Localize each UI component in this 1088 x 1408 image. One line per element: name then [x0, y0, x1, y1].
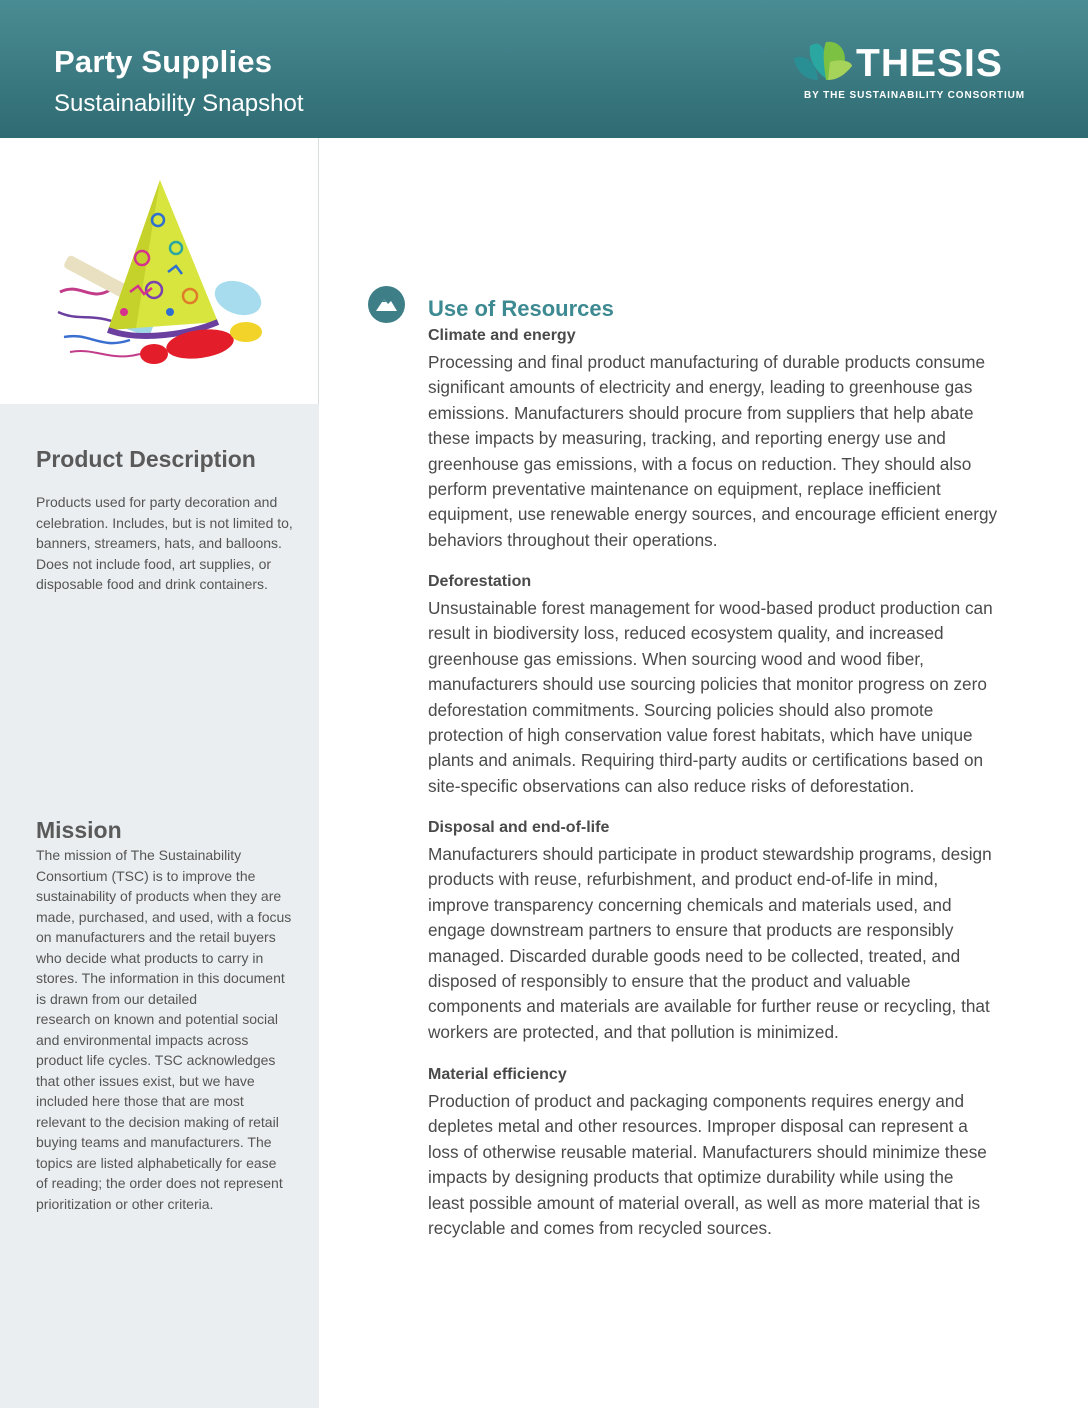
text-line: significant amounts of electricity and energy, leading to greenhouse gas [428, 377, 973, 398]
text-line: and environmental impacts across [36, 1031, 249, 1048]
text-line: greenhouse gas emissions, with a focus on reduction. They should also [428, 453, 972, 474]
topic-title: Material efficiency [428, 1066, 567, 1083]
text-line: prioritization or other criteria. [36, 1195, 214, 1212]
text-line: of reading; the order does not represent [36, 1175, 283, 1191]
mission-text [36, 845, 304, 1214]
text-line: on manufacturers and the retail buyers [36, 929, 276, 945]
text-line: engage downstream partners to ensure that products are responsibly [428, 920, 954, 941]
topic-body [428, 1089, 1038, 1241]
topic-body [428, 842, 1038, 1045]
text-line: is drawn from our detailed [36, 990, 198, 1007]
text-line: Products used for party decoration and [36, 494, 278, 510]
text-line: Production of product and packaging components requires energy and [428, 1091, 965, 1111]
text-line: who decide what products to carry in [36, 949, 264, 966]
text-line: components and materials are available for further reuse or recycling, that [428, 996, 990, 1017]
text-line: The mission of The Sustainability [36, 847, 242, 863]
text-line: topics are listed alphabetically for ease [36, 1154, 277, 1171]
text-line: deforestation commitments. Sourcing policies should also promote [428, 699, 934, 720]
page-subtitle: Sustainability Snapshot [54, 90, 304, 117]
topic-disposal [428, 817, 1038, 1045]
text-line: improve transparency concerning chemicals and materials used, and [428, 894, 952, 915]
topic-title: Disposal and end-of-life [428, 819, 610, 836]
logo-tagline: BY THE SUSTAINABILITY CONSORTIUM [803, 90, 1025, 101]
text-line: protection of high conservation value forest habitats, which have unique [428, 725, 973, 746]
product-description-heading: Product Description [36, 446, 256, 472]
text-line: perform preventative maintenance on equipment, replace inefficient [428, 479, 941, 500]
text-line: included here those that are most [36, 1093, 244, 1109]
topic-title: Climate and energy [428, 327, 576, 344]
text-line: buying teams and manufacturers. The [36, 1134, 272, 1150]
text-line: manufacturers should use sourcing policies that monitor progress on zero [428, 674, 987, 695]
column-divider [318, 138, 319, 404]
text-line: Unsustainable forest management for wood-based product production can [428, 598, 993, 618]
text-line: made, purchased, and used, with a focus [36, 908, 292, 925]
text-line: greenhouse gas emissions. When sourcing wood and wood fiber, [428, 648, 924, 669]
product-description-text [36, 492, 304, 595]
topic-material-efficiency [428, 1064, 1038, 1241]
text-line: site-specific observations can also reduce risks of deforestation. [428, 775, 915, 796]
topic-title: Deforestation [428, 573, 532, 590]
text-line: relevant to the decision making of retail [36, 1113, 279, 1130]
text-line: depletes metal and other resources. Improper disposal can represent a [428, 1116, 968, 1137]
text-line: Manufacturers should participate in product stewardship programs, design [428, 844, 992, 864]
topic-body [428, 596, 1038, 799]
text-line: behaviors throughout their operations. [428, 529, 718, 550]
mountain-icon [368, 286, 405, 323]
text-line: least possible amount of material overall, as well as more material that is [428, 1192, 981, 1213]
section-title: Use of Resources [428, 296, 614, 321]
text-line: emissions. Manufacturers should procure from suppliers that help abate [428, 402, 974, 423]
text-line: recyclable and comes from recycled sources. [428, 1218, 772, 1239]
party-hat-image [50, 172, 270, 372]
thesis-logo [790, 36, 1030, 106]
text-line: stores. The information in this document [36, 970, 285, 986]
text-line: managed. Discarded durable goods need to be collected, treated, and [428, 945, 961, 966]
text-line: these impacts by measuring, tracking, and reporting energy use and [428, 428, 946, 449]
text-line: products with reuse, refurbishment, and product end-of-life in mind, [428, 869, 939, 890]
text-line: celebration. Includes, but is not limited to, [36, 514, 293, 531]
topic-body [428, 350, 1038, 553]
topic-climate-energy [428, 325, 1038, 553]
text-line: impacts by designing products that optimize durability while using the [428, 1167, 954, 1188]
header-band [0, 0, 1088, 138]
text-line: plants and animals. Requiring third-party audits or certifications based on [428, 750, 984, 771]
page-title: Party Supplies [54, 44, 273, 79]
text-line: equipment, use renewable energy sources, and encourage efficient energy [428, 504, 998, 525]
text-line: disposable food and drink containers. [36, 576, 268, 592]
mission-heading: Mission [36, 817, 122, 843]
text-line: Does not include food, art supplies, or [36, 555, 272, 572]
logo-wordmark: THESIS [856, 42, 1003, 85]
text-line: research on known and potential social [36, 1011, 279, 1027]
text-line: product life cycles. TSC acknowledges [36, 1052, 276, 1068]
text-line: workers are protected, and that pollution is minimized. [428, 1021, 839, 1042]
text-line: disposed of responsibly to ensure that the product and valuable [428, 971, 911, 992]
text-line: loss of otherwise reusable material. Manufacturers should minimize these [428, 1141, 987, 1162]
text-line: result in biodiversity loss, reduced ecosystem quality, and increased [428, 623, 944, 644]
text-line: Processing and final product manufacturing of durable products consume [428, 352, 986, 372]
topic-deforestation [428, 571, 1038, 799]
text-line: Consortium (TSC) is to improve the [36, 867, 256, 884]
text-line: banners, streamers, hats, and balloons. [36, 535, 282, 551]
text-line: that other issues exist, but we have [36, 1072, 255, 1089]
leaf-logo-icon [790, 36, 856, 86]
text-line: sustainability of products when they are [36, 888, 282, 904]
